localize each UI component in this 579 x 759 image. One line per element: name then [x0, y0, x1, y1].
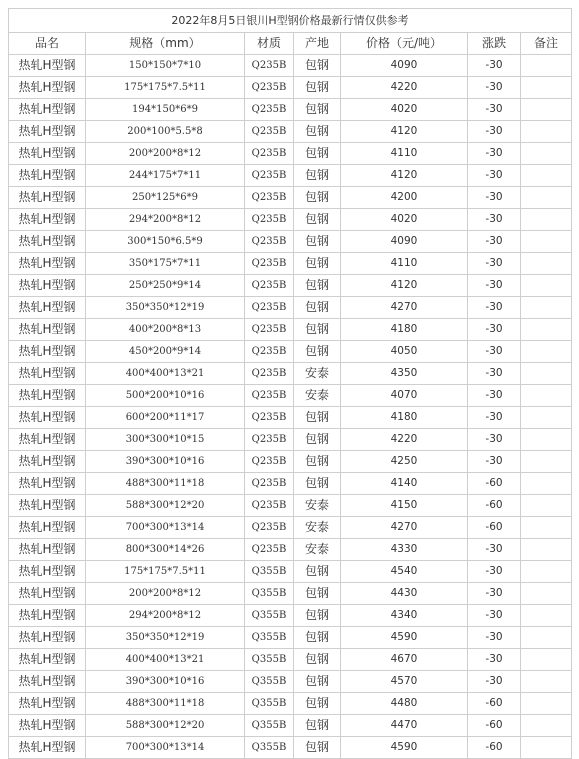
table-row [9, 561, 572, 583]
cell-origin: 包钢 [294, 407, 341, 429]
table-row [9, 77, 572, 99]
cell-spec: 400*400*13*21 [86, 649, 245, 671]
cell-change: -30 [468, 297, 521, 319]
cell-price: 4340 [341, 605, 468, 627]
cell-price: 4540 [341, 561, 468, 583]
cell-change: -30 [468, 253, 521, 275]
cell-note [521, 495, 572, 517]
cell-change: -30 [468, 539, 521, 561]
cell-product-name: 热轧H型钢 [9, 737, 86, 759]
cell-price: 4090 [341, 231, 468, 253]
cell-spec: 200*200*8*12 [86, 583, 245, 605]
cell-material: Q235B [245, 143, 294, 165]
cell-origin: 包钢 [294, 671, 341, 693]
table-row [9, 231, 572, 253]
cell-product-name: 热轧H型钢 [9, 561, 86, 583]
cell-change: -60 [468, 517, 521, 539]
cell-change: -30 [468, 341, 521, 363]
header-product-name: 品名 [9, 33, 86, 55]
cell-note [521, 385, 572, 407]
cell-origin: 安泰 [294, 385, 341, 407]
cell-spec: 600*200*11*17 [86, 407, 245, 429]
cell-origin: 包钢 [294, 583, 341, 605]
cell-change: -30 [468, 385, 521, 407]
cell-origin: 包钢 [294, 715, 341, 737]
cell-spec: 400*400*13*21 [86, 363, 245, 385]
cell-note [521, 605, 572, 627]
header-change: 涨跌 [468, 33, 521, 55]
cell-material: Q235B [245, 319, 294, 341]
cell-note [521, 55, 572, 77]
cell-change: -30 [468, 77, 521, 99]
cell-material: Q355B [245, 561, 294, 583]
cell-spec: 300*300*10*15 [86, 429, 245, 451]
header-material: 材质 [245, 33, 294, 55]
table-row [9, 737, 572, 759]
cell-change: -30 [468, 561, 521, 583]
cell-product-name: 热轧H型钢 [9, 385, 86, 407]
cell-note [521, 187, 572, 209]
cell-price: 4110 [341, 143, 468, 165]
cell-origin: 安泰 [294, 539, 341, 561]
cell-price: 4270 [341, 297, 468, 319]
cell-change: -30 [468, 583, 521, 605]
cell-price: 4070 [341, 385, 468, 407]
cell-material: Q355B [245, 715, 294, 737]
header-note: 备注 [521, 33, 572, 55]
cell-product-name: 热轧H型钢 [9, 121, 86, 143]
cell-note [521, 297, 572, 319]
cell-spec: 150*150*7*10 [86, 55, 245, 77]
cell-product-name: 热轧H型钢 [9, 429, 86, 451]
cell-product-name: 热轧H型钢 [9, 495, 86, 517]
table-row [9, 187, 572, 209]
cell-material: Q355B [245, 605, 294, 627]
cell-price: 4120 [341, 165, 468, 187]
cell-change: -30 [468, 209, 521, 231]
cell-price: 4020 [341, 99, 468, 121]
cell-material: Q235B [245, 473, 294, 495]
cell-product-name: 热轧H型钢 [9, 341, 86, 363]
table-row [9, 473, 572, 495]
cell-change: -30 [468, 451, 521, 473]
table-row [9, 671, 572, 693]
cell-change: -30 [468, 99, 521, 121]
cell-origin: 包钢 [294, 253, 341, 275]
cell-origin: 包钢 [294, 187, 341, 209]
cell-spec: 350*175*7*11 [86, 253, 245, 275]
cell-spec: 175*175*7.5*11 [86, 77, 245, 99]
cell-change: -30 [468, 187, 521, 209]
cell-spec: 488*300*11*18 [86, 473, 245, 495]
cell-spec: 300*150*6.5*9 [86, 231, 245, 253]
cell-product-name: 热轧H型钢 [9, 451, 86, 473]
cell-material: Q235B [245, 407, 294, 429]
cell-material: Q355B [245, 583, 294, 605]
cell-change: -30 [468, 363, 521, 385]
header-price: 价格（元/吨） [341, 33, 468, 55]
cell-origin: 包钢 [294, 165, 341, 187]
cell-spec: 390*300*10*16 [86, 451, 245, 473]
header-row [9, 33, 572, 55]
cell-spec: 294*200*8*12 [86, 605, 245, 627]
cell-price: 4150 [341, 495, 468, 517]
cell-change: -30 [468, 319, 521, 341]
cell-change: -30 [468, 55, 521, 77]
header-spec: 规格（mm） [86, 33, 245, 55]
cell-product-name: 热轧H型钢 [9, 143, 86, 165]
table-row [9, 275, 572, 297]
cell-material: Q235B [245, 253, 294, 275]
table-row [9, 143, 572, 165]
table-row [9, 627, 572, 649]
cell-price: 4480 [341, 693, 468, 715]
table-row [9, 341, 572, 363]
cell-note [521, 671, 572, 693]
cell-change: -30 [468, 165, 521, 187]
table-row [9, 253, 572, 275]
cell-product-name: 热轧H型钢 [9, 165, 86, 187]
cell-spec: 390*300*10*16 [86, 671, 245, 693]
cell-origin: 包钢 [294, 649, 341, 671]
cell-change: -30 [468, 429, 521, 451]
cell-note [521, 341, 572, 363]
cell-material: Q355B [245, 693, 294, 715]
cell-price: 4140 [341, 473, 468, 495]
cell-material: Q235B [245, 275, 294, 297]
table-row [9, 539, 572, 561]
cell-change: -30 [468, 143, 521, 165]
cell-spec: 800*300*14*26 [86, 539, 245, 561]
cell-spec: 350*350*12*19 [86, 297, 245, 319]
cell-price: 4180 [341, 407, 468, 429]
cell-note [521, 627, 572, 649]
cell-note [521, 363, 572, 385]
cell-material: Q235B [245, 121, 294, 143]
table-row [9, 297, 572, 319]
cell-change: -60 [468, 737, 521, 759]
cell-product-name: 热轧H型钢 [9, 297, 86, 319]
cell-note [521, 319, 572, 341]
cell-material: Q235B [245, 77, 294, 99]
cell-origin: 包钢 [294, 627, 341, 649]
cell-price: 4270 [341, 517, 468, 539]
cell-price: 4180 [341, 319, 468, 341]
title-row [9, 9, 572, 33]
table-row [9, 517, 572, 539]
cell-change: -30 [468, 649, 521, 671]
cell-product-name: 热轧H型钢 [9, 671, 86, 693]
cell-product-name: 热轧H型钢 [9, 253, 86, 275]
cell-product-name: 热轧H型钢 [9, 627, 86, 649]
cell-origin: 包钢 [294, 231, 341, 253]
cell-price: 4110 [341, 253, 468, 275]
cell-spec: 488*300*11*18 [86, 693, 245, 715]
cell-material: Q235B [245, 165, 294, 187]
table-row [9, 121, 572, 143]
cell-origin: 包钢 [294, 693, 341, 715]
cell-note [521, 275, 572, 297]
price-table-container [8, 8, 572, 759]
cell-material: Q235B [245, 209, 294, 231]
cell-origin: 包钢 [294, 77, 341, 99]
cell-price: 4090 [341, 55, 468, 77]
cell-material: Q235B [245, 99, 294, 121]
cell-material: Q355B [245, 627, 294, 649]
cell-material: Q235B [245, 187, 294, 209]
table-row [9, 385, 572, 407]
cell-spec: 294*200*8*12 [86, 209, 245, 231]
cell-price: 4350 [341, 363, 468, 385]
cell-note [521, 693, 572, 715]
table-row [9, 429, 572, 451]
cell-material: Q235B [245, 495, 294, 517]
cell-price: 4050 [341, 341, 468, 363]
cell-note [521, 209, 572, 231]
cell-spec: 175*175*7.5*11 [86, 561, 245, 583]
cell-note [521, 99, 572, 121]
cell-price: 4120 [341, 121, 468, 143]
cell-note [521, 231, 572, 253]
cell-origin: 包钢 [294, 209, 341, 231]
cell-product-name: 热轧H型钢 [9, 231, 86, 253]
cell-price: 4470 [341, 715, 468, 737]
cell-change: -60 [468, 693, 521, 715]
cell-note [521, 473, 572, 495]
cell-change: -30 [468, 671, 521, 693]
cell-origin: 包钢 [294, 429, 341, 451]
cell-note [521, 561, 572, 583]
cell-product-name: 热轧H型钢 [9, 77, 86, 99]
cell-change: -30 [468, 275, 521, 297]
table-row [9, 99, 572, 121]
cell-material: Q355B [245, 737, 294, 759]
cell-change: -60 [468, 473, 521, 495]
cell-price: 4430 [341, 583, 468, 605]
cell-price: 4220 [341, 77, 468, 99]
cell-price: 4570 [341, 671, 468, 693]
cell-note [521, 517, 572, 539]
table-row [9, 55, 572, 77]
cell-origin: 包钢 [294, 473, 341, 495]
cell-product-name: 热轧H型钢 [9, 363, 86, 385]
cell-product-name: 热轧H型钢 [9, 517, 86, 539]
cell-change: -30 [468, 121, 521, 143]
cell-material: Q235B [245, 55, 294, 77]
cell-spec: 200*200*8*12 [86, 143, 245, 165]
cell-price: 4590 [341, 737, 468, 759]
cell-product-name: 热轧H型钢 [9, 605, 86, 627]
cell-product-name: 热轧H型钢 [9, 693, 86, 715]
table-row [9, 407, 572, 429]
cell-note [521, 165, 572, 187]
cell-origin: 安泰 [294, 363, 341, 385]
cell-change: -30 [468, 407, 521, 429]
cell-origin: 包钢 [294, 99, 341, 121]
cell-product-name: 热轧H型钢 [9, 209, 86, 231]
cell-change: -60 [468, 495, 521, 517]
cell-note [521, 649, 572, 671]
cell-change: -60 [468, 715, 521, 737]
cell-material: Q235B [245, 517, 294, 539]
cell-note [521, 715, 572, 737]
cell-note [521, 539, 572, 561]
cell-product-name: 热轧H型钢 [9, 319, 86, 341]
table-row [9, 649, 572, 671]
table-row [9, 583, 572, 605]
cell-spec: 700*300*13*14 [86, 737, 245, 759]
cell-product-name: 热轧H型钢 [9, 407, 86, 429]
cell-material: Q235B [245, 539, 294, 561]
cell-spec: 450*200*9*14 [86, 341, 245, 363]
cell-price: 4220 [341, 429, 468, 451]
cell-price: 4250 [341, 451, 468, 473]
cell-origin: 安泰 [294, 495, 341, 517]
price-table [8, 8, 572, 759]
cell-material: Q355B [245, 649, 294, 671]
cell-origin: 包钢 [294, 275, 341, 297]
cell-note [521, 143, 572, 165]
table-row [9, 451, 572, 473]
cell-note [521, 583, 572, 605]
cell-product-name: 热轧H型钢 [9, 583, 86, 605]
table-row [9, 495, 572, 517]
cell-material: Q235B [245, 385, 294, 407]
cell-spec: 194*150*6*9 [86, 99, 245, 121]
table-row [9, 605, 572, 627]
cell-product-name: 热轧H型钢 [9, 539, 86, 561]
cell-origin: 包钢 [294, 143, 341, 165]
cell-note [521, 429, 572, 451]
cell-product-name: 热轧H型钢 [9, 55, 86, 77]
table-row [9, 693, 572, 715]
cell-product-name: 热轧H型钢 [9, 99, 86, 121]
cell-spec: 700*300*13*14 [86, 517, 245, 539]
cell-origin: 包钢 [294, 319, 341, 341]
cell-change: -30 [468, 627, 521, 649]
cell-price: 4120 [341, 275, 468, 297]
cell-price: 4670 [341, 649, 468, 671]
cell-material: Q235B [245, 429, 294, 451]
cell-product-name: 热轧H型钢 [9, 275, 86, 297]
cell-material: Q235B [245, 231, 294, 253]
cell-change: -30 [468, 231, 521, 253]
cell-origin: 包钢 [294, 55, 341, 77]
cell-material: Q235B [245, 297, 294, 319]
cell-material: Q235B [245, 451, 294, 473]
cell-product-name: 热轧H型钢 [9, 715, 86, 737]
cell-origin: 包钢 [294, 297, 341, 319]
cell-material: Q355B [245, 671, 294, 693]
table-row [9, 715, 572, 737]
cell-product-name: 热轧H型钢 [9, 473, 86, 495]
cell-note [521, 737, 572, 759]
cell-change: -30 [468, 605, 521, 627]
cell-price: 4020 [341, 209, 468, 231]
cell-origin: 包钢 [294, 451, 341, 473]
cell-origin: 安泰 [294, 517, 341, 539]
cell-spec: 588*300*12*20 [86, 495, 245, 517]
cell-price: 4200 [341, 187, 468, 209]
cell-origin: 包钢 [294, 737, 341, 759]
cell-spec: 588*300*12*20 [86, 715, 245, 737]
cell-origin: 包钢 [294, 341, 341, 363]
cell-spec: 250*250*9*14 [86, 275, 245, 297]
cell-note [521, 451, 572, 473]
cell-note [521, 77, 572, 99]
table-row [9, 363, 572, 385]
cell-spec: 500*200*10*16 [86, 385, 245, 407]
cell-material: Q235B [245, 363, 294, 385]
header-origin: 产地 [294, 33, 341, 55]
cell-spec: 400*200*8*13 [86, 319, 245, 341]
cell-spec: 250*125*6*9 [86, 187, 245, 209]
cell-origin: 包钢 [294, 561, 341, 583]
cell-note [521, 407, 572, 429]
cell-origin: 包钢 [294, 121, 341, 143]
cell-price: 4330 [341, 539, 468, 561]
cell-spec: 244*175*7*11 [86, 165, 245, 187]
cell-product-name: 热轧H型钢 [9, 187, 86, 209]
cell-note [521, 253, 572, 275]
cell-price: 4590 [341, 627, 468, 649]
table-title: 2022年8月5日银川H型钢价格最新行情仅供参考 [9, 9, 572, 33]
cell-product-name: 热轧H型钢 [9, 649, 86, 671]
cell-note [521, 121, 572, 143]
table-row [9, 165, 572, 187]
table-row [9, 319, 572, 341]
cell-spec: 200*100*5.5*8 [86, 121, 245, 143]
table-row [9, 209, 572, 231]
cell-origin: 包钢 [294, 605, 341, 627]
cell-spec: 350*350*12*19 [86, 627, 245, 649]
cell-material: Q235B [245, 341, 294, 363]
